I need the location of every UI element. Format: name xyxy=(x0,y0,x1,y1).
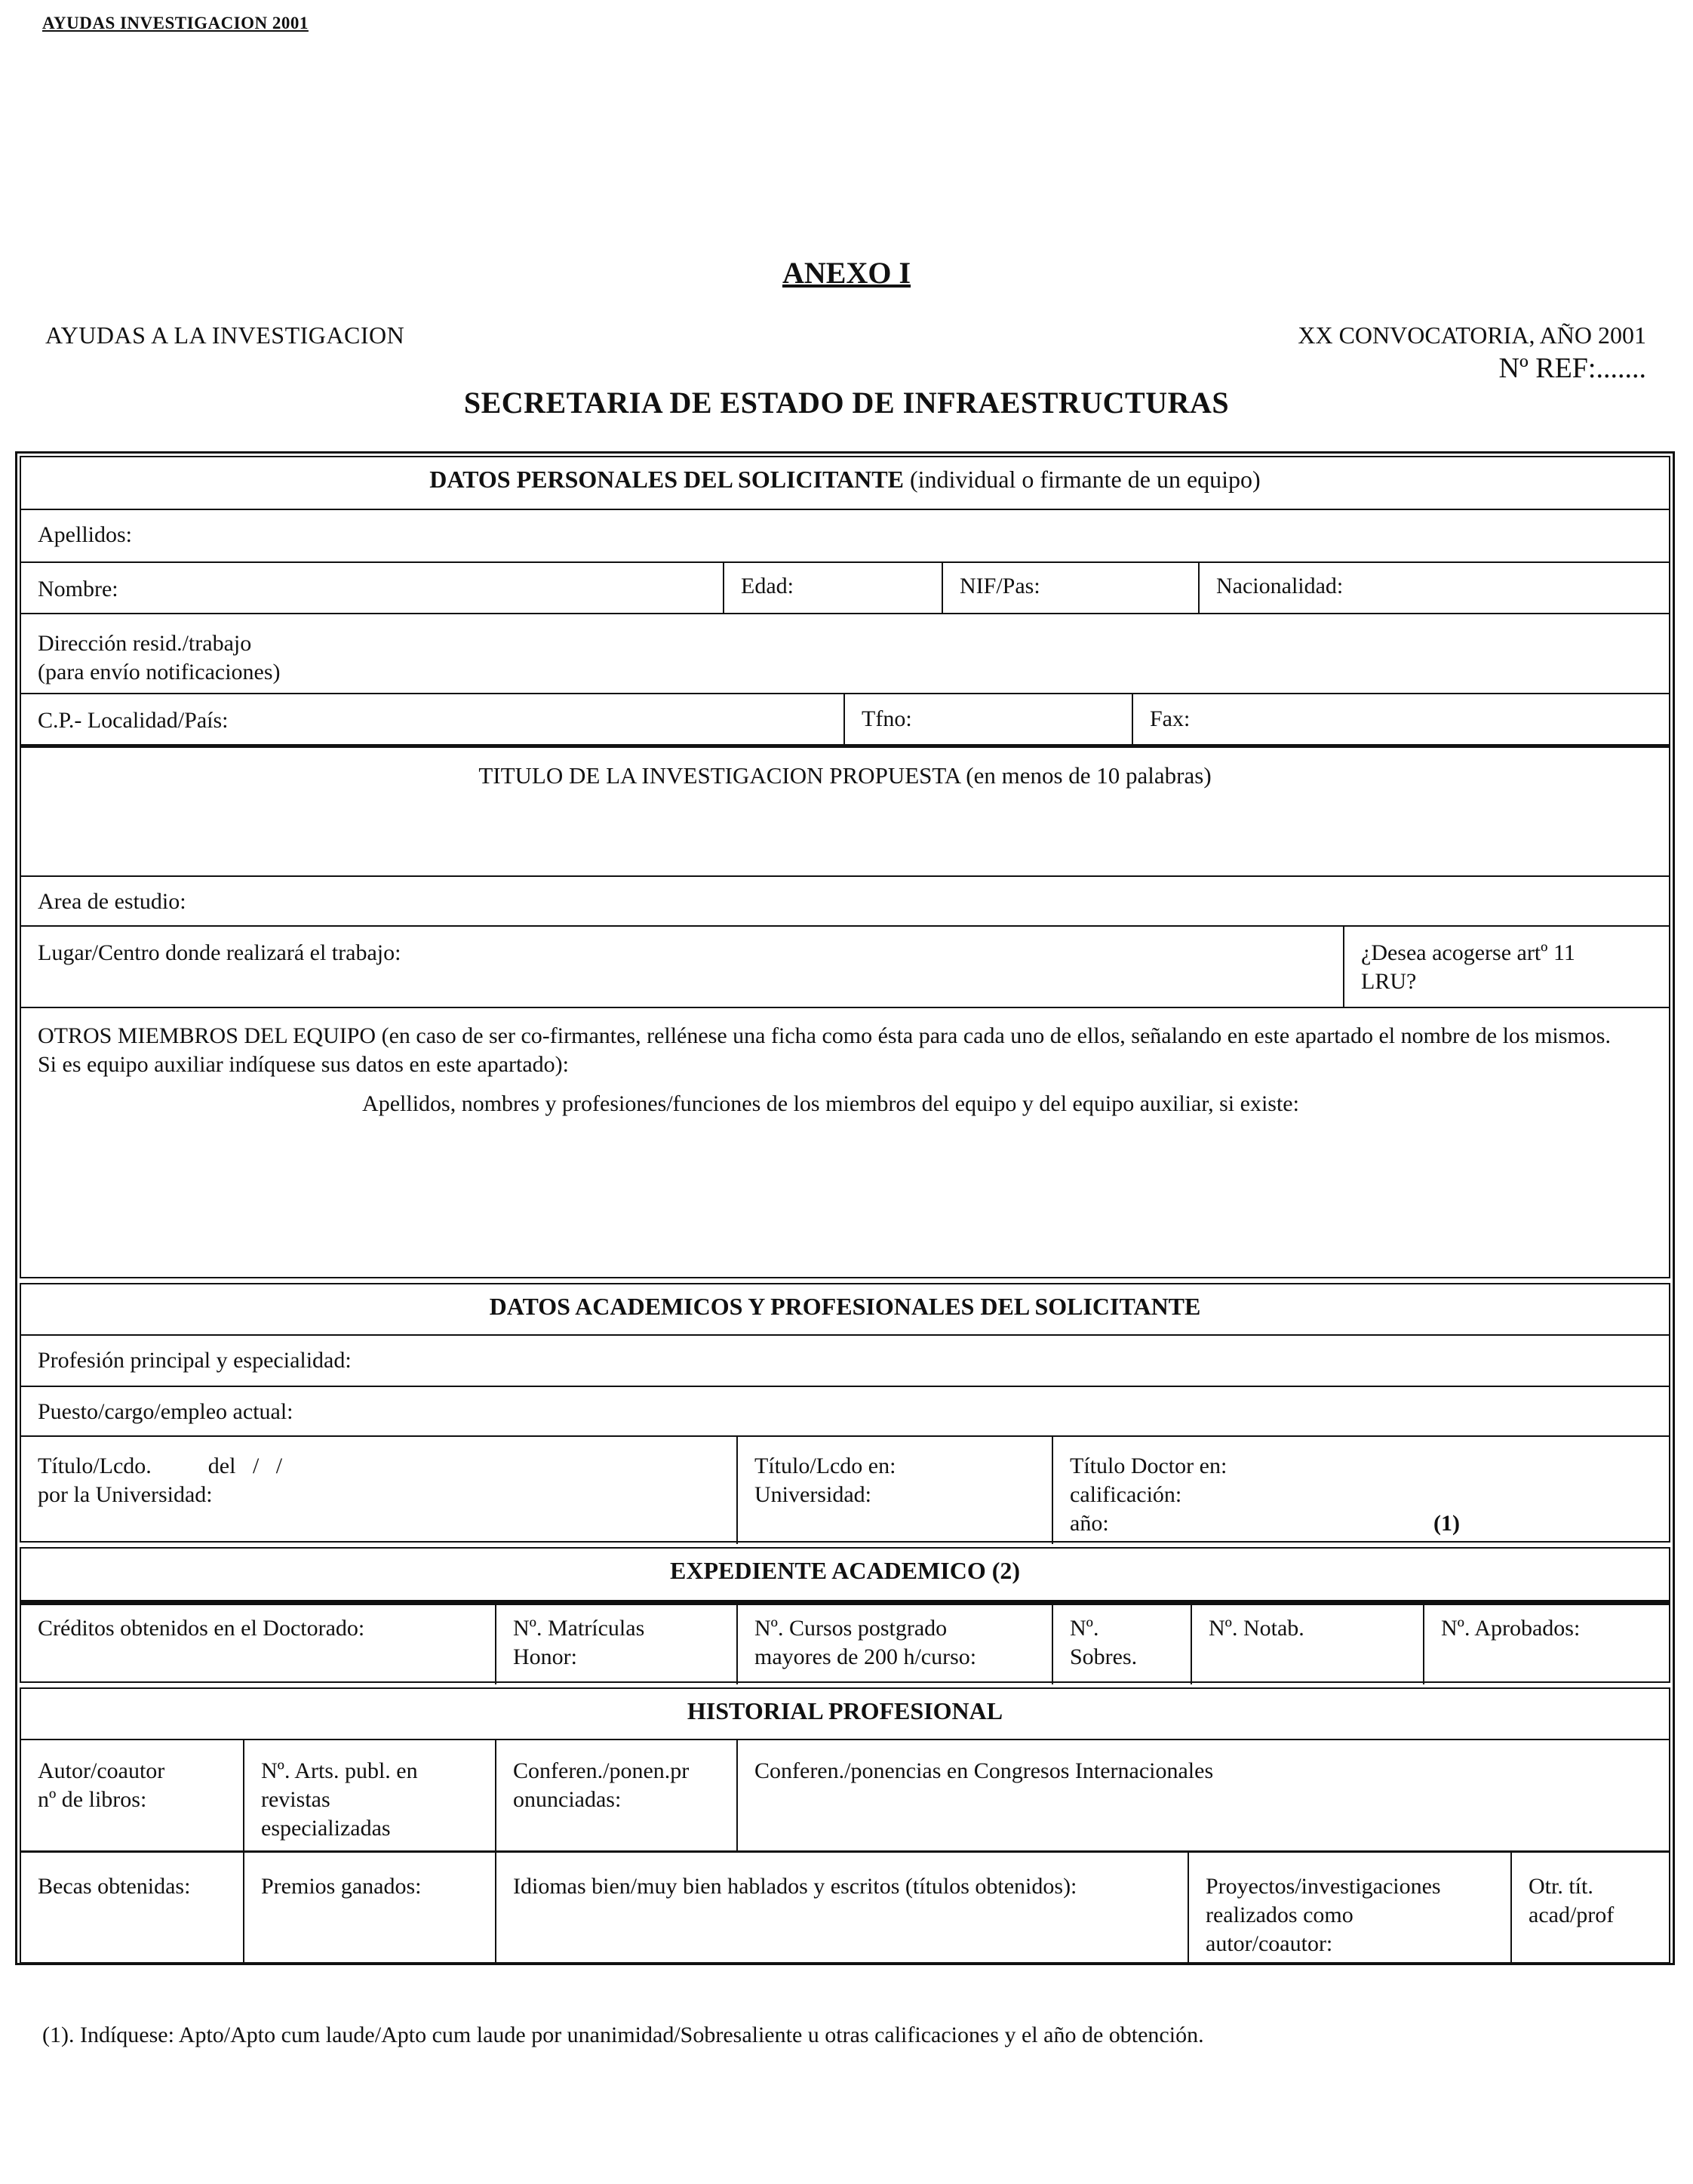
notab-field[interactable]: Nº. Notab. xyxy=(1191,1605,1423,1684)
cp-field[interactable]: C.P.- Localidad/País: xyxy=(38,708,229,733)
lru-label-2: LRU? xyxy=(1361,969,1417,994)
titulo-lcdo-label-1: Título/Lcdo. del / / xyxy=(38,1453,283,1478)
expediente-title: EXPEDIENTE ACADEMICO (2) xyxy=(669,1557,1021,1584)
creditos-field[interactable]: Créditos obtenidos en el Doctorado: xyxy=(38,1616,365,1641)
historial-title-row xyxy=(21,1689,1669,1739)
matriculas-field[interactable] xyxy=(495,1605,736,1684)
titulo-row xyxy=(21,744,1669,875)
conferen-field[interactable] xyxy=(495,1740,736,1850)
ref-number: Nº REF:....... xyxy=(1498,352,1646,384)
apellidos-nombres-label: Apellidos, nombres y profesiones/funciones de los miembros del equipo y del equipo auxiliar, si existe: xyxy=(362,1091,1299,1116)
autor-label-1: Autor/coautor xyxy=(38,1758,165,1783)
doctor-field[interactable] xyxy=(1052,1437,1672,1544)
expediente-section xyxy=(20,1547,1670,1683)
arts-label-2: revistas xyxy=(261,1787,330,1812)
expediente-data-row xyxy=(21,1600,1669,1684)
otr-field[interactable] xyxy=(1510,1853,1672,1965)
nombre-row xyxy=(21,561,1669,613)
anexo-title: ANEXO I xyxy=(782,256,911,290)
secretaria-title: SECRETARIA DE ESTADO DE INFRAESTRUCTURAS xyxy=(463,386,1230,420)
academic-section xyxy=(20,1283,1670,1543)
sobres-label-2: Sobres. xyxy=(1070,1644,1138,1669)
doctor-label-2: calificación: xyxy=(1070,1482,1182,1507)
doctor-label-3: año: xyxy=(1070,1511,1109,1536)
autor-label-2: nº de libros: xyxy=(38,1787,147,1812)
profesion-field[interactable]: Profesión principal y especialidad: xyxy=(38,1348,352,1373)
otros-row xyxy=(21,1007,1669,1280)
direccion-row xyxy=(21,613,1669,693)
sobres-label-1: Nº. xyxy=(1070,1616,1099,1641)
apellidos-field[interactable]: Apellidos: xyxy=(38,522,132,547)
direccion-label-1: Dirección resid./trabajo xyxy=(38,631,252,656)
lugar-row xyxy=(21,925,1669,1007)
conferen-label-2: onunciadas: xyxy=(513,1787,622,1812)
proyectos-label-2: realizados como xyxy=(1206,1903,1353,1927)
historial-section xyxy=(20,1687,1670,1964)
titulo-lcdo-field[interactable] xyxy=(21,1437,736,1544)
footnote: (1). Indíquese: Apto/Apto cum laude/Apto cum laude por unanimidad/Sobresaliente u otras calificaciones y el año de obtención. xyxy=(42,2023,1204,2047)
otros-field[interactable] xyxy=(21,1008,1669,1280)
puesto-field[interactable]: Puesto/cargo/empleo actual: xyxy=(38,1399,293,1424)
area-field[interactable]: Area de estudio: xyxy=(38,889,186,914)
historial-row-1 xyxy=(21,1739,1669,1850)
cp-row xyxy=(21,693,1669,744)
titulo-lcdo-label-2: por la Universidad: xyxy=(38,1482,213,1507)
academic-title-row xyxy=(21,1284,1669,1334)
titulos-row xyxy=(21,1435,1669,1544)
personal-title-normal: (individual o firmante de un equipo) xyxy=(903,466,1261,493)
nif-field[interactable]: NIF/Pas: xyxy=(942,563,1198,613)
personal-title xyxy=(21,457,1669,509)
left-subtitle: AYUDAS A LA INVESTIGACION xyxy=(45,321,405,349)
direccion-label-2: (para envío notificaciones) xyxy=(38,660,281,684)
lugar-field[interactable]: Lugar/Centro donde realizará el trabajo: xyxy=(38,940,401,965)
sobres-field[interactable] xyxy=(1052,1605,1191,1684)
titulo-en-label-2: Universidad: xyxy=(754,1482,871,1507)
right-subtitle: XX CONVOCATORIA, AÑO 2001 xyxy=(1298,321,1646,349)
aprobados-field[interactable]: Nº. Aprobados: xyxy=(1423,1605,1672,1684)
titulo-en-field[interactable] xyxy=(736,1437,1052,1544)
arts-label-1: Nº. Arts. publ. en xyxy=(261,1758,418,1783)
expediente-title-row xyxy=(21,1549,1669,1600)
tfno-field[interactable]: Tfno: xyxy=(843,694,1132,744)
cursos-label-1: Nº. Cursos postgrado xyxy=(754,1616,948,1641)
otros-label: OTROS MIEMBROS DEL EQUIPO (en caso de ser co-firmantes, rellénese una ficha como ésta para cada uno de ellos, señalando en este apartado el nombre de los mismos. Si es equipo auxiliar indíquese sus datos en este apartado): xyxy=(38,1023,1611,1077)
area-row xyxy=(21,875,1669,925)
puesto-row xyxy=(21,1386,1669,1435)
conferen-label-1: Conferen./ponen.pr xyxy=(513,1758,690,1783)
nombre-field[interactable]: Nombre: xyxy=(38,577,118,601)
cursos-field[interactable] xyxy=(736,1605,1052,1684)
otr-label-2: acad/prof xyxy=(1529,1903,1615,1927)
arts-field[interactable] xyxy=(243,1740,495,1850)
arts-label-3: especializadas xyxy=(261,1816,391,1841)
proyectos-field[interactable] xyxy=(1188,1853,1510,1965)
titulo-en-label-1: Título/Lcdo en: xyxy=(754,1453,896,1478)
header-top-label: AYUDAS INVESTIGACION 2001 xyxy=(42,14,309,32)
proyectos-label-1: Proyectos/investigaciones xyxy=(1206,1874,1441,1899)
doctor-note: (1) xyxy=(1433,1511,1460,1536)
cursos-label-2: mayores de 200 h/curso: xyxy=(754,1644,977,1669)
becas-field[interactable]: Becas obtenidas: xyxy=(38,1874,191,1899)
titulo-field[interactable]: TITULO DE LA INVESTIGACION PROPUESTA (en menos de 10 palabras) xyxy=(478,762,1212,789)
autor-field[interactable] xyxy=(21,1740,243,1850)
direccion-field[interactable] xyxy=(21,614,1669,693)
matriculas-label-2: Honor: xyxy=(513,1644,577,1669)
lru-field[interactable] xyxy=(1343,927,1672,1007)
premios-field[interactable]: Premios ganados: xyxy=(243,1853,495,1965)
edad-field[interactable]: Edad: xyxy=(723,563,942,613)
profesion-row xyxy=(21,1334,1669,1386)
apellidos-row xyxy=(21,509,1669,561)
conferen-int-field[interactable]: Conferen./ponencias en Congresos Internacionales xyxy=(736,1740,1672,1850)
proyectos-label-3: autor/coautor: xyxy=(1206,1931,1333,1956)
nacionalidad-field[interactable]: Nacionalidad: xyxy=(1198,563,1672,613)
historial-title: HISTORIAL PROFESIONAL xyxy=(687,1697,1003,1724)
personal-section xyxy=(20,456,1670,1278)
doctor-label-1: Título Doctor en: xyxy=(1070,1453,1228,1478)
fax-field[interactable]: Fax: xyxy=(1132,694,1672,744)
idiomas-field[interactable]: Idiomas bien/muy bien hablados y escritos (títulos obtenidos): xyxy=(495,1853,1188,1965)
matriculas-label-1: Nº. Matrículas xyxy=(513,1616,645,1641)
otr-label-1: Otr. tít. xyxy=(1529,1874,1593,1899)
personal-title-bold: DATOS PERSONALES DEL SOLICITANTE xyxy=(429,466,904,493)
personal-title-row xyxy=(21,457,1669,509)
academic-title: DATOS ACADEMICOS Y PROFESIONALES DEL SOLICITANTE xyxy=(489,1293,1201,1320)
lru-label-1: ¿Desea acogerse artº 11 xyxy=(1361,940,1575,965)
historial-row-2 xyxy=(21,1850,1669,1965)
